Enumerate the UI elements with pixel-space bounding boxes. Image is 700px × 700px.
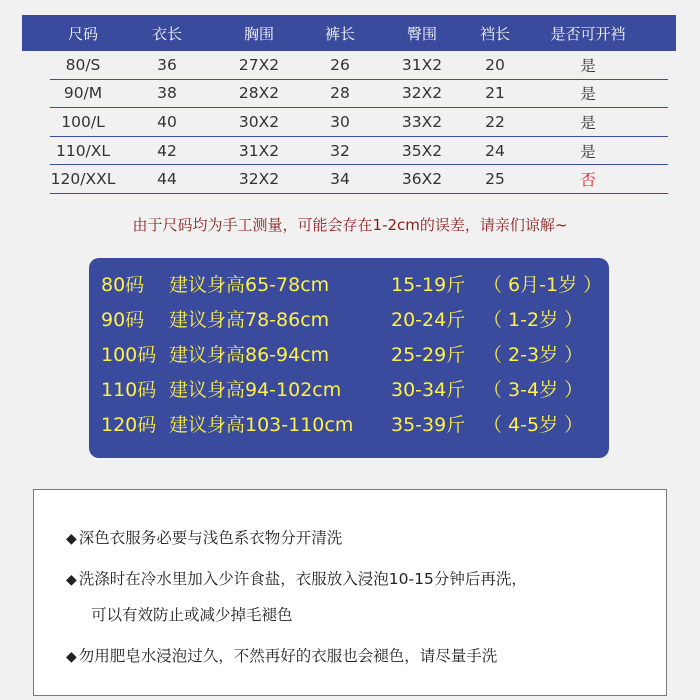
cell-size: 120/XXL — [50, 170, 116, 189]
cell-pants-length: 30 — [330, 112, 350, 131]
rec-height: 建议身高94-102cm — [169, 379, 342, 401]
rec-size: 90码 — [101, 309, 145, 331]
rec-size: 80码 — [101, 274, 145, 296]
header-open-crotch: 是否可开裆 — [550, 24, 626, 43]
rec-size: 110码 — [101, 379, 157, 401]
diamond-bullet-icon: ◆ — [66, 572, 77, 588]
rec-height: 建议身高86-94cm — [169, 344, 330, 366]
cell-length: 42 — [157, 141, 177, 160]
cell-length: 36 — [157, 55, 177, 74]
recommendation-row — [89, 404, 609, 438]
cell-open-crotch: 是 — [580, 142, 596, 161]
table-row — [50, 51, 668, 80]
cell-chest: 32X2 — [238, 170, 280, 189]
rec-age: （ 2-3岁 ） — [483, 344, 584, 366]
cell-hip: 36X2 — [401, 170, 443, 189]
cell-pants-length: 28 — [330, 84, 350, 103]
cell-pants-length: 32 — [330, 141, 350, 160]
cell-size: 110/XL — [55, 141, 111, 160]
cell-open-crotch: 否 — [580, 171, 596, 190]
table-row — [50, 108, 668, 137]
rec-weight: 20-24斤 — [391, 309, 466, 331]
size-table-header — [22, 15, 676, 51]
cell-length: 40 — [157, 112, 177, 131]
rec-height: 建议身高65-78cm — [169, 274, 330, 296]
cell-hip: 33X2 — [401, 112, 443, 131]
cell-hip: 31X2 — [401, 55, 443, 74]
recommendation-row — [89, 369, 609, 403]
cell-open-crotch: 是 — [580, 113, 596, 132]
cell-chest: 31X2 — [238, 141, 280, 160]
wash-note-text: 可以有效防止或减少掉毛褪色 — [91, 606, 293, 624]
cell-crotch: 22 — [485, 112, 505, 131]
rec-weight: 25-29斤 — [391, 344, 466, 366]
rec-height: 建议身高103-110cm — [169, 414, 354, 436]
recommendation-row — [89, 334, 609, 368]
wash-note-text: 勿用肥皂水浸泡过久，不然再好的衣服也会褪色，请尽量手洗 — [78, 647, 498, 665]
header-chest: 胸围 — [243, 24, 274, 43]
header-pants-length: 裤长 — [324, 24, 355, 43]
cell-crotch: 24 — [485, 141, 505, 160]
rec-weight: 35-39斤 — [391, 414, 466, 436]
wash-note-continuation — [91, 603, 293, 625]
diamond-bullet-icon: ◆ — [66, 649, 77, 665]
washing-notes-box — [33, 489, 667, 696]
diamond-bullet-icon: ◆ — [66, 531, 77, 547]
wash-note — [66, 567, 527, 589]
header-crotch: 裆长 — [479, 24, 510, 43]
cell-open-crotch: 是 — [580, 56, 596, 75]
cell-open-crotch: 是 — [580, 85, 596, 104]
cell-pants-length: 26 — [330, 55, 350, 74]
cell-hip: 35X2 — [401, 141, 443, 160]
cell-size: 90/M — [63, 84, 103, 103]
rec-age: （ 1-2岁 ） — [483, 309, 584, 331]
cell-chest: 28X2 — [238, 84, 280, 103]
rec-age: （ 4-5岁 ） — [483, 414, 584, 436]
cell-chest: 30X2 — [238, 112, 280, 131]
cell-crotch: 20 — [485, 55, 505, 74]
rec-age: （ 3-4岁 ） — [483, 379, 584, 401]
cell-length: 44 — [157, 170, 177, 189]
cell-size: 80/S — [65, 55, 101, 74]
cell-crotch: 21 — [485, 84, 505, 103]
table-row — [50, 137, 668, 166]
cell-hip: 32X2 — [401, 84, 443, 103]
cell-size: 100/L — [61, 112, 105, 131]
header-hip: 臀围 — [406, 24, 437, 43]
rec-weight: 15-19斤 — [391, 274, 466, 296]
size-table — [22, 15, 676, 194]
wash-note — [66, 644, 497, 666]
rec-height: 建议身高78-86cm — [169, 309, 330, 331]
cell-pants-length: 34 — [330, 170, 350, 189]
cell-chest: 27X2 — [238, 55, 280, 74]
table-row — [50, 80, 668, 109]
wash-note-text: 洗涤时在冷水里加入少许食盐，衣服放入浸泡10-15分钟后再洗， — [78, 570, 527, 588]
wash-note — [66, 526, 342, 548]
measurement-notice: 由于尺码均为手工测量，可能会存在1-2cm的误差，请亲们谅解~ — [132, 216, 568, 234]
header-length: 衣长 — [151, 24, 182, 43]
rec-age: （ 6月-1岁 ） — [483, 274, 603, 296]
recommendation-row — [89, 264, 609, 298]
cell-crotch: 25 — [485, 170, 505, 189]
rec-size: 100码 — [101, 344, 157, 366]
wash-note-text: 深色衣服务必要与浅色系衣物分开清洗 — [78, 529, 343, 547]
rec-weight: 30-34斤 — [391, 379, 466, 401]
recommendation-row — [89, 299, 609, 333]
cell-length: 38 — [157, 84, 177, 103]
size-table-body — [50, 51, 668, 194]
header-size: 尺码 — [67, 24, 98, 43]
table-row — [50, 165, 668, 194]
rec-size: 120码 — [101, 414, 157, 436]
size-recommendation-panel — [89, 258, 609, 458]
